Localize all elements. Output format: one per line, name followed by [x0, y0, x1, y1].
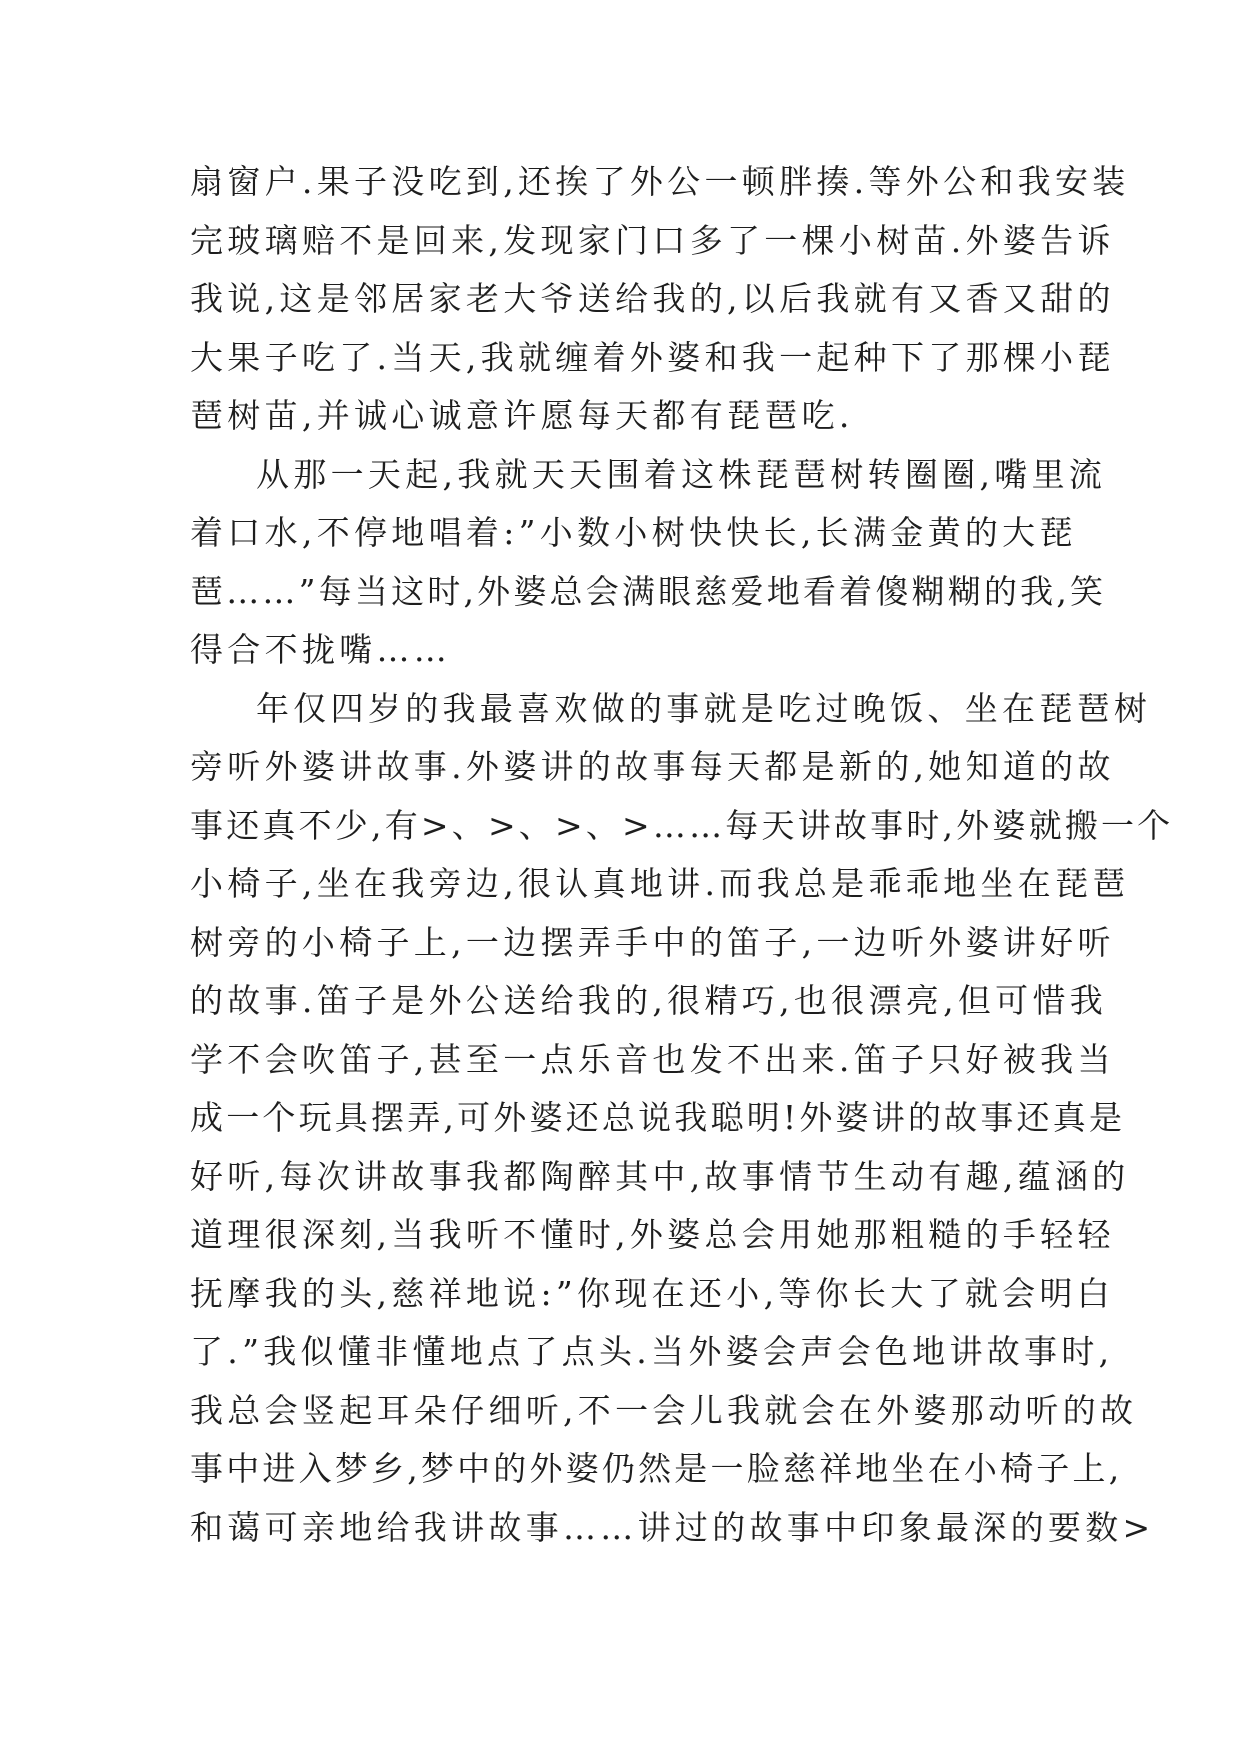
text-line: 大果子吃了.当天,我就缠着外婆和我一起种下了那棵小琵 — [190, 337, 1115, 377]
text-line: 好听,每次讲故事我都陶醉其中,故事情节生动有趣,蕴涵的 — [190, 1156, 1130, 1196]
text-line: 我说,这是邻居家老大爷送给我的,以后我就有又香又甜的 — [190, 279, 1115, 318]
text-line: 成一个玩具摆弄,可外婆还总说我聪明!外婆讲的故事还真是 — [190, 1098, 1126, 1137]
text-line: 的故事.笛子是外公送给我的,很精巧,也很漂亮,但可惜我 — [190, 981, 1108, 1020]
text-line: 我总会竖起耳朵仔细听,不一会儿我就会在外婆那动听的故 — [190, 1390, 1138, 1430]
text-line: 完玻璃赔不是回来,发现家门口多了一棵小树苗.外婆告诉 — [190, 220, 1115, 260]
text-line: 事还真不少,有>、>、>、>……每天讲故事时,外婆就搬一个 — [190, 805, 1174, 845]
text-line: 树旁的小椅子上,一边摆弄手中的笛子,一边听外婆讲好听 — [190, 922, 1115, 962]
text-line: 事中进入梦乡,梦中的外婆仍然是一脸慈祥地坐在小椅子上, — [190, 1449, 1123, 1488]
text-line: 扇窗户.果子没吃到,还挨了外公一顿胖揍.等外公和我安装 — [190, 162, 1130, 201]
text-line: 学不会吹笛子,甚至一点乐音也发不出来.笛子只好被我当 — [190, 1039, 1115, 1079]
text-line: 得合不拢嘴…… — [190, 630, 452, 669]
text-line: 着口水,不停地唱着:”小数小树快快长,长满金黄的大琵 — [190, 513, 1077, 552]
text-line: 琶……”每当这时,外婆总会满眼慈爱地看着傻糊糊的我,笑 — [190, 571, 1107, 611]
text-line: 小椅子,坐在我旁边,很认真地讲.而我总是乖乖地坐在琵琶 — [190, 864, 1130, 903]
text-line: 了.”我似懂非懂地点了点头.当外婆会声会色地讲故事时, — [190, 1332, 1114, 1371]
body-text — [190, 153, 1174, 1557]
paragraph-first-line: 从那一天起,我就天天围着这株琵琶树转圈圈,嘴里流 — [256, 454, 1107, 494]
text-line: 和蔼可亲地给我讲故事……讲过的故事中印象最深的要数> — [190, 1507, 1155, 1547]
text-line: 抚摩我的头,慈祥地说:”你现在还小,等你长大了就会明白 — [190, 1273, 1115, 1313]
text-line: 旁听外婆讲故事.外婆讲的故事每天都是新的,她知道的故 — [190, 747, 1115, 786]
text-line: 琶树苗,并诚心诚意许愿每天都有琵琶吃. — [190, 396, 854, 435]
paragraph-first-line: 年仅四岁的我最喜欢做的事就是吃过晚饭、坐在琵琶树 — [256, 688, 1152, 728]
text-line: 道理很深刻,当我听不懂时,外婆总会用她那粗糙的手轻轻 — [190, 1215, 1115, 1254]
